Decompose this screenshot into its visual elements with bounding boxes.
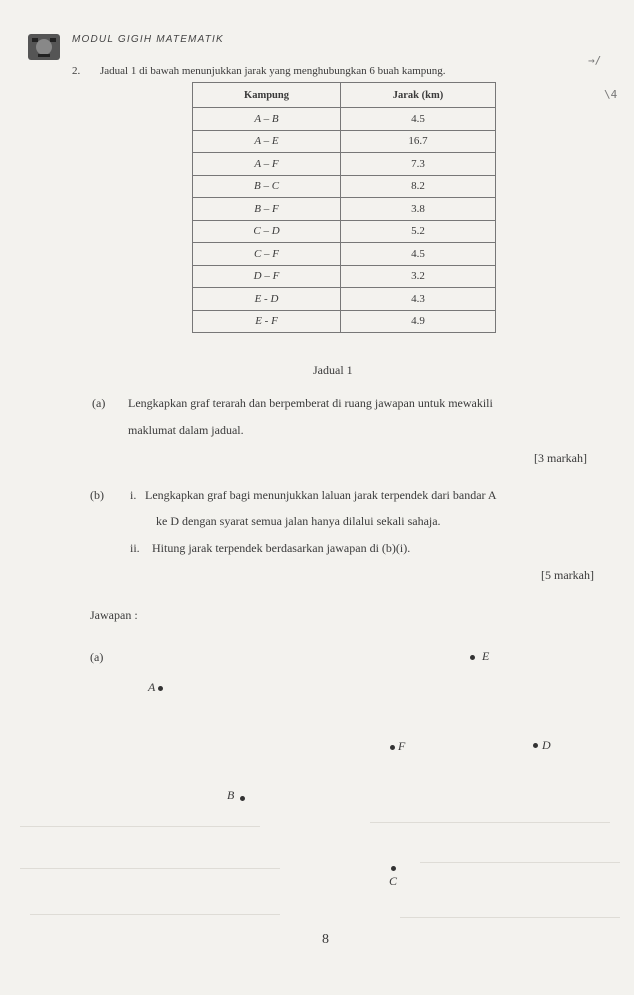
part-a-line2: maklumat dalam jadual. — [128, 423, 244, 437]
distance-cell: 3.2 — [341, 265, 496, 288]
distance-cell: 3.8 — [341, 198, 496, 221]
part-b-ii-text: Hitung jarak terpendek berdasarkan jawapan di (b)(i). — [152, 541, 411, 555]
route-cell: B – C — [193, 175, 341, 198]
part-b-i-label: i. — [130, 488, 137, 502]
vertex-b-label: B — [227, 788, 235, 802]
table-row — [193, 220, 496, 243]
route-cell: B – F — [193, 198, 341, 221]
route-cell: A – F — [193, 153, 341, 176]
distance-cell: 4.3 — [341, 288, 496, 311]
part-b-label: (b) — [90, 488, 104, 502]
part-b-i-line1: Lengkapkan graf bagi menunjukkan laluan jarak terpendek dari bandar A — [145, 488, 497, 502]
vertex-f-label: F — [398, 739, 406, 753]
distance-cell: 5.2 — [341, 220, 496, 243]
part-a-marks: [3 markah] — [534, 451, 587, 465]
vertex-d-dot — [533, 743, 538, 748]
vertex-c-dot — [391, 866, 396, 871]
vertex-a-label: A — [148, 680, 156, 694]
distance-cell: 4.5 — [341, 108, 496, 131]
route-cell: E - F — [193, 310, 341, 333]
margin-mark: →/ — [588, 54, 602, 67]
vertex-c-label: C — [389, 874, 398, 888]
table-row — [193, 175, 496, 198]
distance-cell: 4.5 — [341, 243, 496, 266]
part-b-marks: [5 markah] — [541, 568, 594, 582]
distance-cell: 8.2 — [341, 175, 496, 198]
table-caption: Jadual 1 — [313, 363, 353, 377]
route-cell: D – F — [193, 265, 341, 288]
route-cell: E - D — [193, 288, 341, 311]
table-header-row — [193, 83, 496, 108]
table-row — [193, 153, 496, 176]
route-cell: C – F — [193, 243, 341, 266]
part-a-line1: Lengkapkan graf terarah dan berpemberat di ruang jawapan untuk mewakili — [128, 396, 493, 410]
vertex-f-dot — [390, 745, 395, 750]
table-row — [193, 265, 496, 288]
question-intro: Jadual 1 di bawah menunjukkan jarak yang menghubungkan 6 buah kampung. — [100, 65, 446, 77]
distance-cell: 4.9 — [341, 310, 496, 333]
route-cell: A – B — [193, 108, 341, 131]
margin-mark: \4 — [604, 88, 618, 101]
table-row — [193, 198, 496, 221]
school-logo — [26, 30, 62, 64]
part-b-i-line2: ke D dengan syarat semua jalan hanya dilalui sekali sahaja. — [156, 514, 441, 528]
table-row — [193, 310, 496, 333]
part-a-label: (a) — [92, 396, 106, 410]
table-row — [193, 108, 496, 131]
vertex-e-dot — [470, 655, 475, 660]
column-header-kampung: Kampung — [193, 83, 341, 108]
answer-part-label: (a) — [90, 650, 104, 664]
table-row — [193, 243, 496, 266]
distance-table — [192, 82, 496, 333]
vertex-a-dot — [158, 686, 163, 691]
table-row — [193, 130, 496, 153]
column-header-jarak: Jarak (km) — [341, 83, 496, 108]
question-number: 2. — [72, 65, 81, 77]
distance-cell: 7.3 — [341, 153, 496, 176]
page-number: 8 — [322, 932, 329, 947]
header-title: MODUL GIGIH MATEMATIK — [72, 34, 224, 45]
answer-heading: Jawapan : — [90, 608, 138, 622]
part-b-ii-label: ii. — [130, 541, 140, 555]
table-row — [193, 288, 496, 311]
vertex-b-dot — [240, 796, 245, 801]
vertex-d-label: D — [542, 738, 551, 752]
distance-cell: 16.7 — [341, 130, 496, 153]
route-cell: A – E — [193, 130, 341, 153]
vertex-e-label: E — [482, 649, 490, 663]
route-cell: C – D — [193, 220, 341, 243]
